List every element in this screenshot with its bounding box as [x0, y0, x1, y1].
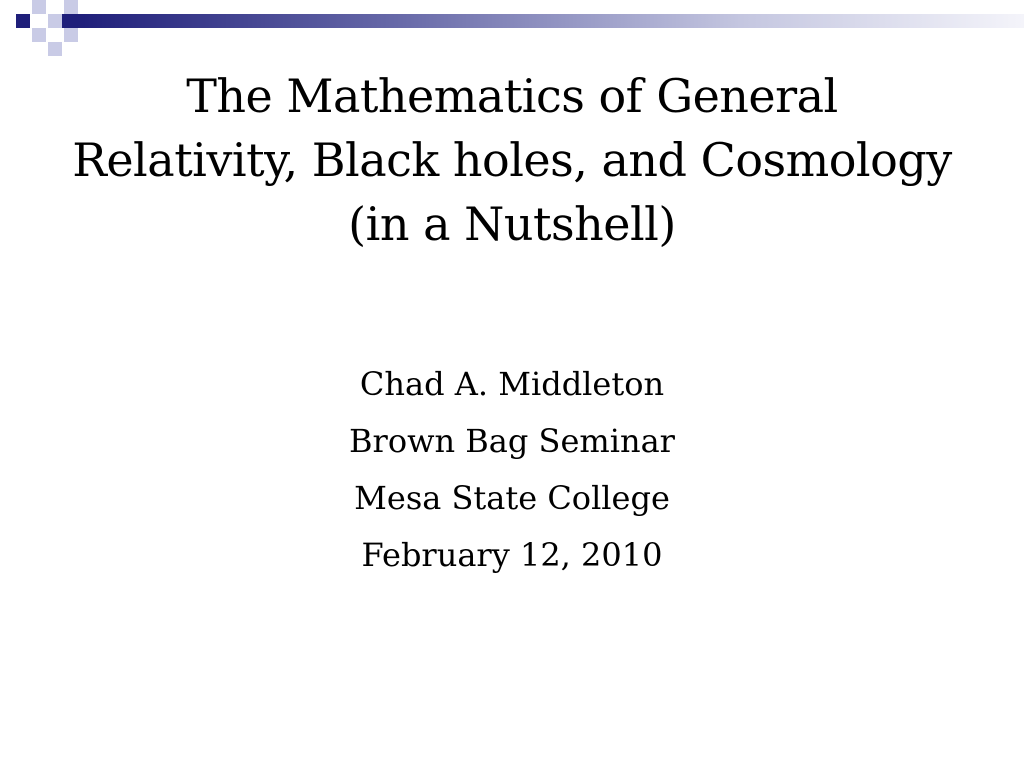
checker-square [48, 42, 62, 56]
institution-name: Mesa State College [354, 479, 670, 517]
presentation-date: February 12, 2010 [361, 536, 663, 574]
title-line: (in a Nutshell) [348, 197, 676, 251]
checker-square [48, 14, 62, 28]
header-gradient-bar [78, 14, 1024, 28]
slide-subtitle [112, 356, 912, 584]
checker-pattern-graphic [0, 0, 1024, 60]
slide-title [12, 64, 1012, 256]
checker-square [16, 14, 30, 28]
title-line: The Mathematics of General [186, 69, 838, 123]
title-line: Relativity, Black holes, and Cosmology [72, 133, 952, 187]
checker-square [64, 28, 78, 42]
checker-square [32, 0, 46, 14]
author-name: Chad A. Middleton [359, 365, 665, 403]
checker-square [32, 28, 46, 42]
checker-square [62, 14, 78, 28]
checker-square [64, 0, 78, 14]
event-name: Brown Bag Seminar [349, 422, 675, 460]
header-decoration [0, 0, 1024, 60]
